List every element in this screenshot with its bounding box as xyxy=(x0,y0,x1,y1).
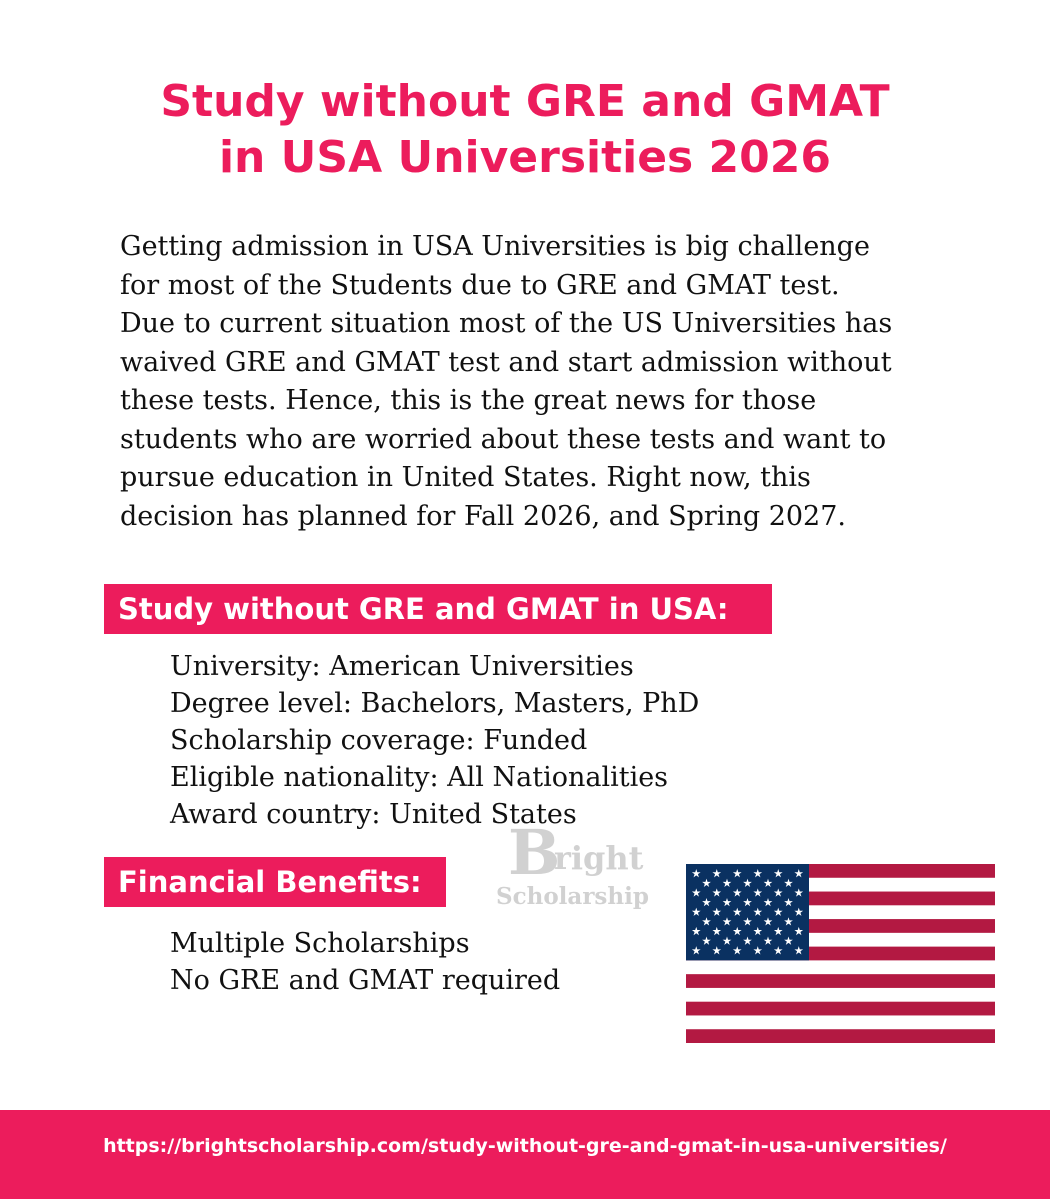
flag-stripe xyxy=(686,960,995,974)
flag-stripe xyxy=(686,1029,995,1043)
benefit-item: No GRE and GMAT required xyxy=(170,965,561,996)
detail-award-country: Award country: United States xyxy=(170,799,577,830)
detail-university: University: American Universities xyxy=(170,651,634,682)
benefits-list xyxy=(170,925,560,999)
benefit-item: Multiple Scholarships xyxy=(170,928,470,959)
intro-paragraph: Getting admission in USA Universities is big challenge for most of the Students due to GRE and GMAT test. Due to current situation most of the US Universities has waived GRE and GMAT test and start admission without these tests. Hence, this is the great news for those students who are worried about these tests and want to pursue education in United States. Right now, this decision has planned for Fall 2026, and Spring 2027. xyxy=(120,231,893,532)
title-line-1: Study without GRE and GMAT xyxy=(160,76,890,127)
footer-bar xyxy=(0,1110,1050,1199)
flag-stripe xyxy=(686,974,995,988)
footer-url-link[interactable]: https://brightscholarship.com/study-without-gre-and-gmat-in-usa-universities/ xyxy=(103,1135,947,1157)
detail-scholarship-coverage: Scholarship coverage: Funded xyxy=(170,725,588,756)
watermark-subtitle: Scholarship xyxy=(496,883,649,910)
watermark-word: right xyxy=(554,839,644,877)
details-heading: Study without GRE and GMAT in USA: xyxy=(104,584,772,634)
usa-flag-icon xyxy=(686,864,995,1043)
watermark-letter: B xyxy=(508,816,561,889)
page-title xyxy=(0,74,1050,186)
title-line-2: in USA Universities 2026 xyxy=(218,132,832,183)
benefits-heading: Financial Benefits: xyxy=(104,857,446,907)
details-list xyxy=(170,648,699,833)
flag-stripe xyxy=(686,988,995,1002)
flag-canton xyxy=(686,864,809,960)
detail-eligible-nationality: Eligible nationality: All Nationalities xyxy=(170,762,669,793)
flag-stripe xyxy=(686,1015,995,1029)
detail-degree-level: Degree level: Bachelors, Masters, PhD xyxy=(170,688,700,719)
flag-stripe xyxy=(686,1002,995,1016)
